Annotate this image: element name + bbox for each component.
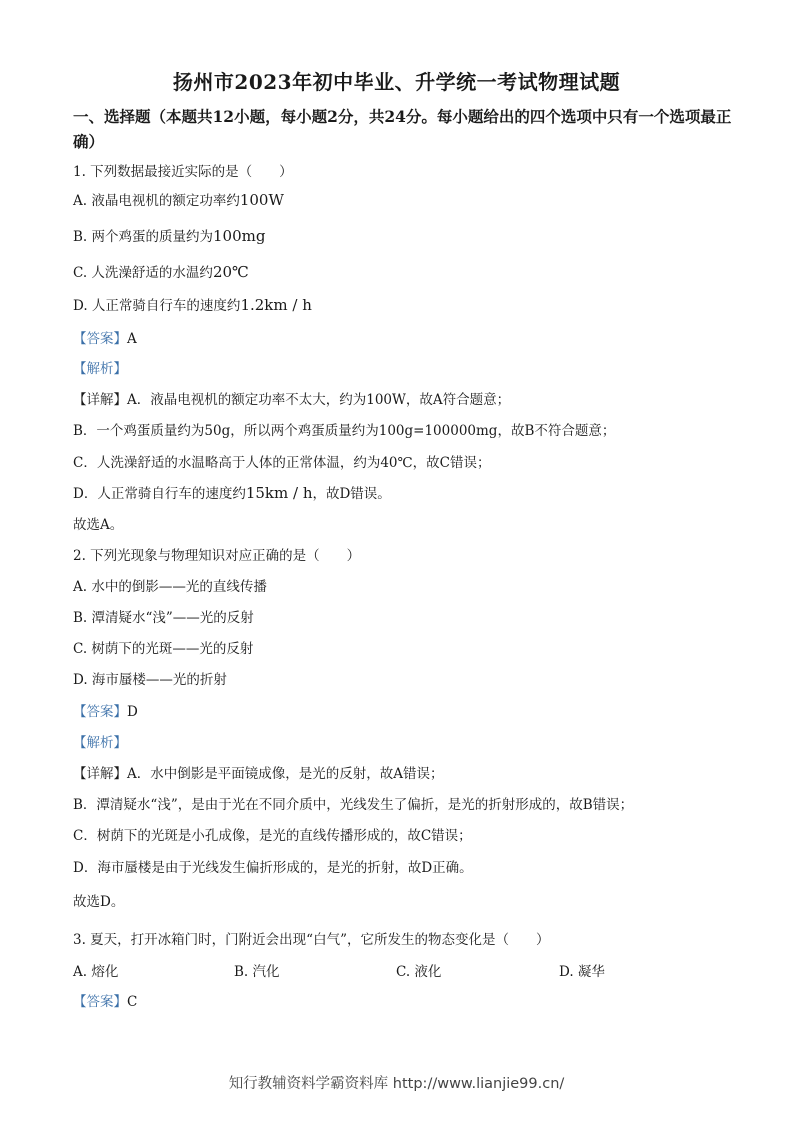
- q3-answer: [73, 990, 137, 1010]
- page-title: 扬州市2023年初中毕业、升学统一考试物理试题: [172, 70, 621, 94]
- q2-analysis-tag: 【解析】: [73, 735, 127, 751]
- q1-stem: 1. 下列数据最接近实际的是（ ）: [73, 164, 293, 180]
- q1-option-b: [73, 225, 265, 245]
- q2-answer-value: D: [127, 704, 138, 720]
- q1-detail-tag: 【详解】: [73, 392, 127, 408]
- q1-detail-b: B．一个鸡蛋质量约为50g，所以两个鸡蛋质量约为100g=100000mg，故B不符合题意；: [73, 423, 616, 439]
- q2-option-b: B. 潭清疑水“浅”——光的反射: [73, 610, 254, 626]
- q2-detail-tag: 【详解】: [73, 766, 127, 782]
- q2-conclusion: 故选D。: [73, 894, 125, 910]
- q2-stem: 2. 下列光现象与物理知识对应正确的是（ ）: [73, 548, 361, 564]
- q3-stem: 3. 夏天，打开冰箱门时，门附近会出现“白气”，它所发生的物态变化是（ ）: [73, 932, 550, 948]
- q1-option-c: [73, 261, 249, 281]
- q1-option-b-value: 100mg: [213, 227, 266, 245]
- q3-option-b: B. 汽化: [234, 964, 280, 980]
- q1-option-a: [73, 189, 284, 209]
- q2-detail-c: C．树荫下的光斑是小孔成像，是光的直线传播形成的，故C错误；: [73, 828, 472, 844]
- q1-option-d-value: 1.2km / h: [240, 296, 312, 314]
- q1-option-b-text: B. 两个鸡蛋的质量约为: [73, 229, 214, 245]
- q3-answer-tag: 【答案】: [73, 994, 127, 1010]
- q2-detail-b: B．潭清疑水“浅”，是由于光在不同介质中，光线发生了偏折，是光的折射形成的，故B错误；: [73, 797, 634, 813]
- q1-option-c-value: 20℃: [212, 263, 249, 281]
- q1-detail-c: C．人洗澡舒适的水温略高于人体的正常体温，约为40℃，故C错误；: [73, 455, 491, 471]
- q1-answer-value: A: [127, 331, 137, 347]
- q2-answer: [73, 700, 138, 720]
- q1-option-a-text: A. 液晶电视机的额定功率约: [73, 193, 240, 209]
- q2-detail-d: D．海市蜃楼是由于光线发生偏折形成的，是光的折射，故D正确。: [73, 860, 473, 876]
- q1-detail-d-pre: D．人正常骑自行车的速度约: [73, 486, 246, 502]
- q1-conclusion: 故选A。: [73, 517, 124, 533]
- q2-detail-a-text: A．水中倒影是平面镜成像，是光的反射，故A错误；: [127, 766, 444, 782]
- section-heading: 一、选择题（本题共12小题，每小题2分，共24分。每小题给出的四个选项中只有一个选项最正确）: [73, 107, 732, 151]
- q1-option-a-value: 100W: [239, 191, 284, 209]
- q3-answer-value: C: [127, 994, 138, 1010]
- q1-detail-d-value: 15km / h: [245, 484, 313, 502]
- q3-option-c: C. 液化: [396, 964, 442, 980]
- q1-detail-d-post: ，故D错误。: [312, 486, 391, 502]
- q1-detail-d: [73, 482, 391, 502]
- q1-detail-a: [73, 388, 510, 408]
- q2-option-a: A. 水中的倒影——光的直线传播: [73, 579, 267, 595]
- q2-answer-tag: 【答案】: [73, 704, 127, 720]
- q2-detail-a: [73, 762, 444, 782]
- q1-option-d-text: D. 人正常骑自行车的速度约: [73, 298, 241, 314]
- q1-answer: [73, 327, 137, 347]
- q2-option-d: D. 海市蜃楼——光的折射: [73, 672, 227, 688]
- q1-option-c-text: C. 人洗澡舒适的水温约: [73, 265, 213, 281]
- q3-option-d: D. 凝华: [559, 964, 605, 980]
- q3-option-a: A. 熔化: [73, 964, 119, 980]
- q1-detail-a-text: A．液晶电视机的额定功率不太大，约为100W，故A符合题意；: [127, 392, 511, 408]
- q2-option-c: C. 树荫下的光斑——光的反射: [73, 641, 254, 657]
- q1-option-d: [73, 294, 312, 314]
- q1-answer-tag: 【答案】: [73, 331, 127, 347]
- q1-analysis-tag: 【解析】: [73, 361, 127, 377]
- footer-watermark: 知行教辅资料学霸资料库 http://www.lianjie99.cn/: [228, 1076, 565, 1092]
